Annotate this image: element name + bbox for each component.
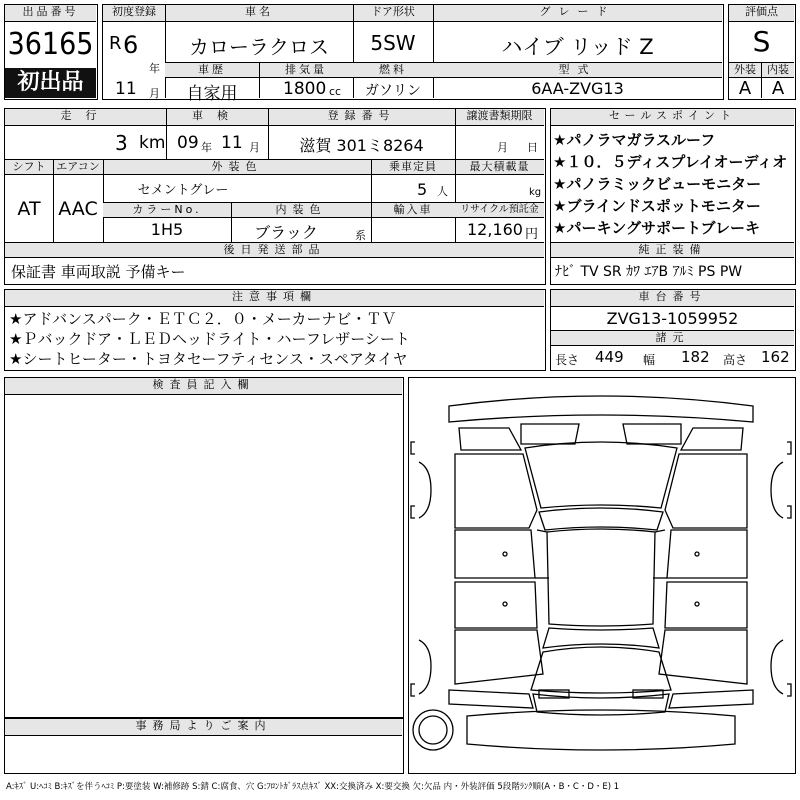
model: 6AA-ZVG13: [531, 79, 624, 98]
mileage: 3: [115, 131, 128, 155]
reg-month: 11: [115, 79, 137, 99]
width: 182: [681, 348, 710, 366]
width-label: 幅: [643, 353, 656, 367]
interior-grade: A: [771, 78, 785, 99]
color-number: 1H5: [150, 220, 184, 239]
reg-year: 6: [123, 31, 139, 59]
inspection-year: 09: [177, 133, 199, 153]
sales-points: [550, 108, 796, 285]
mileage-unit: km: [139, 133, 166, 153]
model-label: 型式: [433, 63, 722, 77]
max-load-unit: kg: [529, 187, 542, 198]
fuel-label: 燃料: [353, 63, 433, 77]
recycle-fee: 12,160: [467, 220, 523, 239]
ac-label: エアコン: [53, 160, 103, 174]
capacity: 5: [417, 180, 428, 199]
chassis-number: ZVG13-1059952: [606, 309, 739, 328]
listing-number-block: [4, 4, 98, 100]
mileage-label: 走行: [5, 109, 166, 125]
office-label: 事務局よりご案内: [5, 719, 402, 735]
sales-point-item: ★ブラインドスポットモニター: [553, 197, 761, 215]
chassis-label: 車台番号: [551, 290, 794, 306]
later-parts-label: 後日発送部品: [5, 243, 544, 257]
equipment-label: 純正装備: [551, 243, 794, 257]
specs-label: 諸元: [551, 331, 794, 345]
history-label: 車歴: [165, 63, 259, 77]
int-color-label: 内装色: [231, 203, 371, 217]
ext-color-label: 外装色: [103, 160, 371, 174]
shift-label: シフト: [5, 160, 53, 174]
era-letter: R: [109, 33, 122, 54]
int-color-suffix: 系: [355, 229, 366, 242]
transfer-month: 月: [497, 141, 508, 154]
office-box: [4, 718, 404, 774]
inspection-month-unit: 月: [249, 141, 260, 154]
notes-box: [4, 289, 546, 371]
score-block: [728, 4, 796, 100]
car-body-diagram: [409, 378, 793, 771]
chassis-box: [550, 289, 796, 371]
ext-color: セメントグレー: [137, 183, 229, 198]
interior-label: 内装: [762, 63, 794, 77]
transfer-deadline-label: 譲渡書類期限: [455, 109, 544, 125]
inspection-year-unit: 年: [201, 141, 212, 154]
height-label: 高さ: [723, 353, 748, 367]
recycle-unit: 円: [525, 227, 539, 242]
first-listing-badge: 初出品: [5, 68, 96, 98]
reg-month-unit: 月: [149, 87, 160, 100]
displacement: 1800: [283, 79, 327, 99]
sales-point-item: ★パーキングサポートブレーキ: [553, 219, 760, 237]
sales-points-label: セールスポイント: [551, 109, 794, 125]
later-parts: 保証書 車両取説 予備キー: [11, 263, 186, 281]
inspector-label: 検査員記入欄: [5, 378, 402, 394]
inspection-month: 11: [221, 133, 243, 153]
height: 162: [761, 348, 790, 366]
grade-label: グレード: [433, 5, 722, 21]
vehicle-header: [102, 4, 724, 104]
grade-value: ハイブ リッド Z: [501, 35, 654, 59]
capacity-unit: 人: [437, 185, 448, 198]
equipment: ﾅﾋﾞ TV SR ｶﾜ ｴｱB ｱﾙﾐ PS PW: [555, 264, 743, 280]
score: S: [752, 25, 771, 58]
notes-label: 注意事項欄: [5, 290, 544, 306]
inspector-box: [4, 377, 404, 718]
transfer-day: 日: [527, 141, 538, 154]
length: 449: [595, 348, 624, 366]
sales-point-item: ★パノラミックビューモニター: [553, 175, 762, 193]
listing-number: 36165: [7, 27, 94, 62]
shift: AT: [17, 198, 41, 220]
reg-number: 滋賀 301ミ8264: [299, 136, 424, 155]
sales-point-item: ★１０．５ディスプレイオーディオ: [553, 153, 788, 171]
inspection-label: 車検: [166, 109, 268, 125]
max-load-label: 最大積載量: [455, 160, 544, 174]
car-name-label: 車名: [165, 5, 353, 21]
listing-number-label: 出品番号: [5, 5, 96, 21]
length-label: 長さ: [555, 353, 580, 367]
legend-text: A:ｷｽﾞ U:ﾍｺﾐ B:ｷｽﾞを伴うﾍｺﾐ P:要塗装 W:補修跡 S:錆 C:腐食、穴 G:ﾌﾛﾝﾄｶﾞﾗｽ点ｷｽﾞ XX:交換済み X:要交換 欠:欠品 内・外装評価 5段階ﾗﾝｸ順(A・B・C・D・E) 1: [6, 782, 620, 792]
history: 自家用: [186, 84, 238, 104]
damage-diagram: [408, 377, 796, 774]
displacement-unit: cc: [329, 85, 342, 98]
air-conditioner: AAC: [58, 198, 98, 220]
reg-number-label: 登録番号: [268, 109, 455, 125]
capacity-label: 乗車定員: [371, 160, 455, 174]
color-no-label: カラーNo.: [103, 203, 231, 217]
fuel: ガソリン: [365, 83, 421, 99]
door-label: ドア形状: [353, 5, 433, 21]
note-line: ★アドバンスパーク・ＥＴＣ２．０・メーカーナビ・ＴＶ: [9, 310, 397, 328]
displacement-label: 排気量: [259, 63, 353, 77]
vehicle-details: [4, 108, 546, 285]
door-type: 5SW: [370, 31, 416, 55]
reg-year-unit: 年: [149, 62, 160, 75]
sales-point-item: ★パノラマガラスルーフ: [553, 131, 716, 149]
exterior-label: 外装: [729, 63, 761, 77]
note-line: ★シートヒーター・トヨタセーフティセンス・スペアタイヤ: [9, 350, 408, 368]
car-name: カローラクロス: [189, 35, 329, 59]
exterior-grade: A: [738, 78, 752, 99]
int-color: ブラック: [254, 223, 318, 242]
score-label: 評価点: [729, 5, 794, 21]
first-reg-label: 初度登録: [103, 5, 165, 21]
import-label: 輸入車: [371, 203, 455, 217]
recycle-label: リサイクル預託金: [455, 203, 544, 217]
note-line: ★Ｐバックドア・ＬＥＤヘッドライト・ハーフレザーシート: [9, 330, 410, 348]
